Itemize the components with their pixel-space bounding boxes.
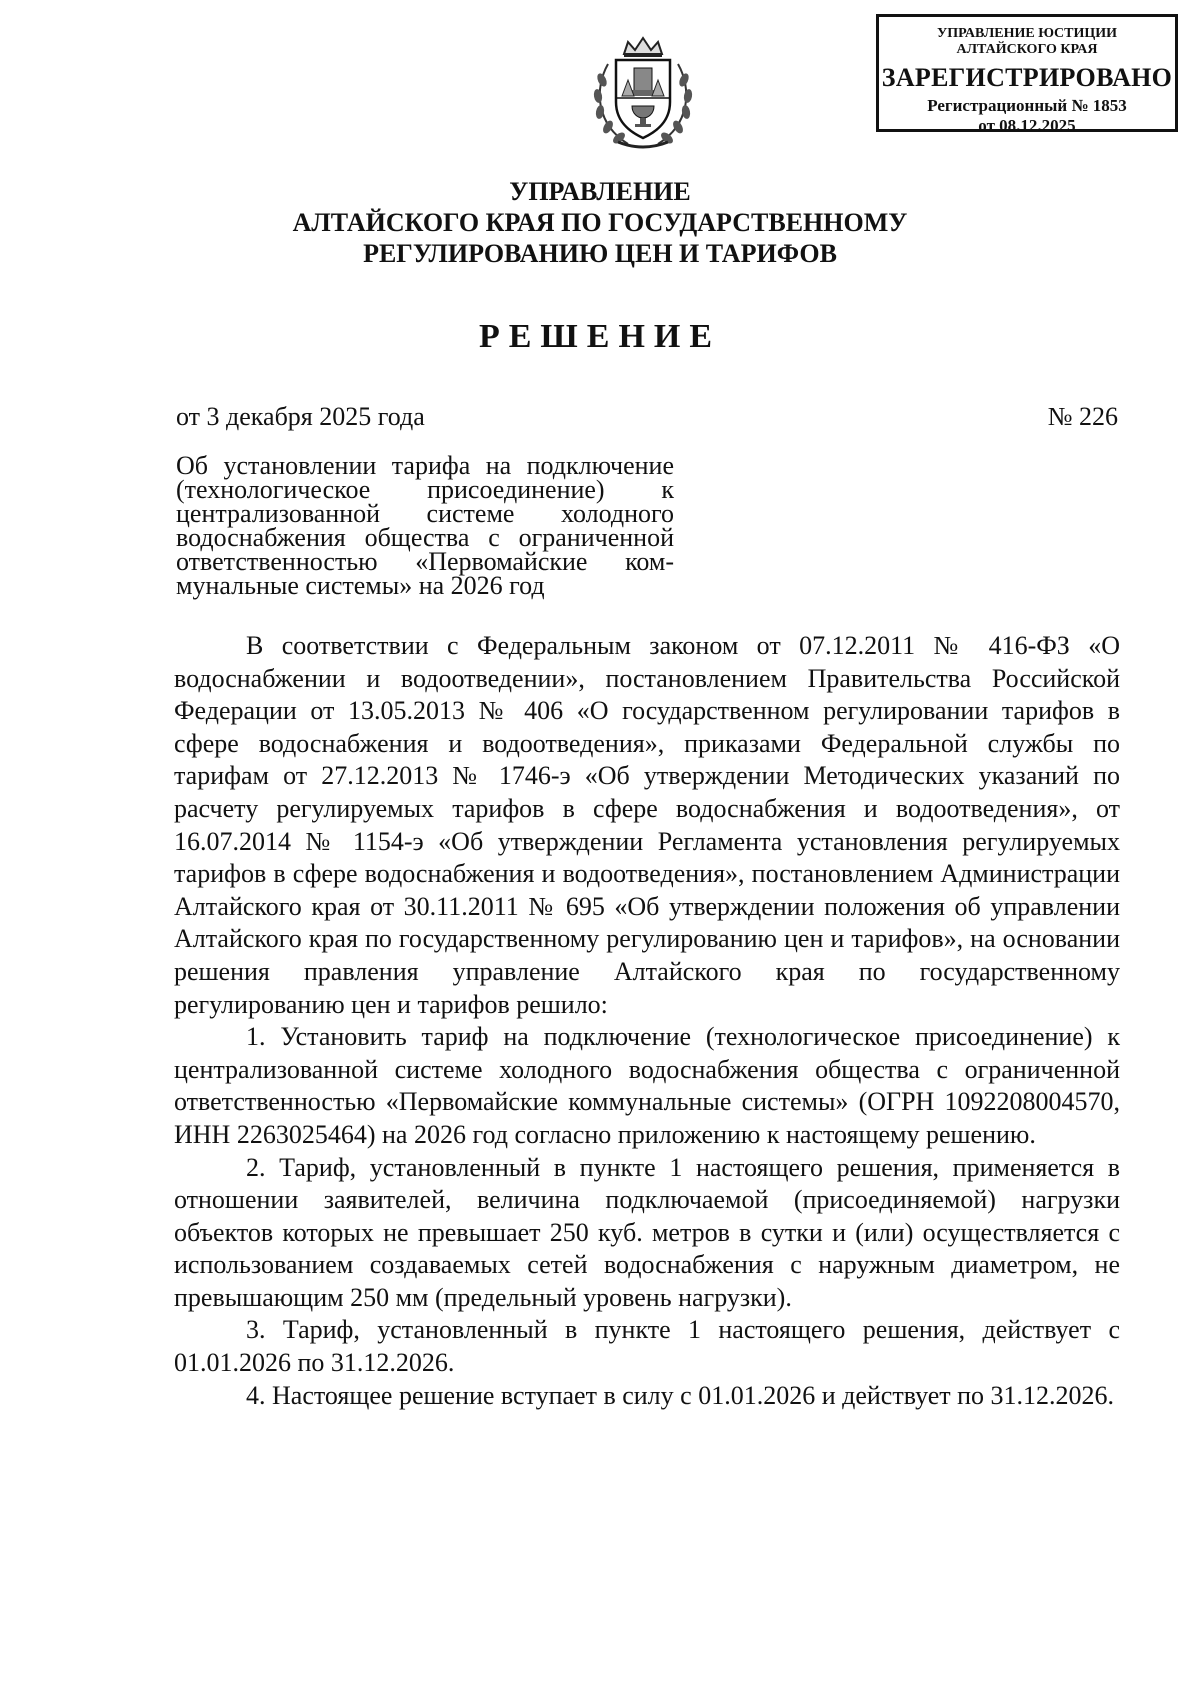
registration-stamp	[876, 14, 1178, 135]
stamp-status: ЗАРЕГИСТРИРОВАНО	[881, 63, 1173, 92]
clause-3-paragraph: 3. Тариф, установленный в пункте 1 настоящего решения, действует с 01.01.2026 по 31.12.2026.	[174, 1315, 1120, 1378]
document-title: РЕШЕНИЕ	[478, 318, 722, 355]
stamp-org-line2: АЛТАЙСКОГО КРАЯ	[956, 42, 1098, 57]
preamble-paragraph: В соответствии с Федеральным законом от 07.12.2011 № 416-ФЗ «О водоснабжении и водоотведении», постановлением Правительства Российской Федерации от 13.05.2013 № 406 «О государственном регулировании тарифов в сфере водоснабжения и водоотведения», приказами Федеральной службы по тарифам от 27.12.2013 № 1746-э «Об утверждении Методических указаний по расчету регулируемых тарифов в сфере водоснабжения и водоотведения», от 16.07.2014 № 1154-э «Об утверждении Регламента установления регулируемых тарифов в сфере водоснабжения и водоотведения», постановлением Администрации Алтайского края от 30.11.2011 № 695 «Об утверждении положения об управлении Алтайского края по государственному регулированию цен и тарифов», на основании решения правления управление Алтайского края по государственному регулированию цен и тарифов решило:	[174, 631, 1120, 1019]
document-subject	[176, 451, 674, 600]
subject-line: централизованной системе холодного	[176, 499, 674, 528]
altai-krai-coat-of-arms-icon	[588, 34, 698, 152]
clause-1-paragraph: 1. Установить тариф на подключение (технологическое присоединение) к централизованной системе холодного водоснабжения общества с ограниченной ответственностью «Первомайские коммунальные системы» (ОГРН 1092208004570, ИНН 2263025464) на 2026 год согласно приложению к настоящему решению.	[174, 1022, 1120, 1149]
clause-4-paragraph: 4. Настоящее решение вступает в силу с 01.01.2026 и действует по 31.12.2026.	[246, 1380, 1115, 1410]
stamp-reg-number: Регистрационный № 1853	[927, 96, 1127, 115]
subject-line: водоснабжения общества с ограниченной	[176, 523, 674, 552]
document-number: № 226	[1047, 402, 1118, 431]
stamp-reg-date: от 08.12.2025	[978, 116, 1076, 135]
agency-name-line2: АЛТАЙСКОГО КРАЯ ПО ГОСУДАРСТВЕННОМУ	[292, 208, 908, 237]
agency-name	[0, 176, 1200, 269]
subject-line: (технологическое присоединение) к	[176, 475, 674, 504]
subject-line: ответственностью «Первомайские ком-	[176, 547, 674, 576]
agency-name-line3: РЕГУЛИРОВАНИЮ ЦЕН И ТАРИФОВ	[363, 239, 837, 268]
document-body	[174, 630, 1120, 1412]
clause-2-paragraph: 2. Тариф, установленный в пункте 1 настоящего решения, применяется в отношении заявителей, величина подключаемой (присоединяемой) нагрузки объектов которых не превышает 250 куб. метров в сутки и (или) осуществляется с использованием создаваемых сетей водоснабжения с наружным диаметром, не превышающим 250 мм (предельный уровень нагрузки).	[174, 1152, 1120, 1312]
stamp-org-line1: УПРАВЛЕНИЕ ЮСТИЦИИ	[937, 26, 1117, 41]
agency-name-line1: УПРАВЛЕНИЕ	[509, 177, 691, 206]
document-date: от 3 декабря 2025 года	[176, 402, 425, 431]
subject-line: Об установлении тарифа на подключение	[176, 451, 674, 480]
subject-line: мунальные системы» на 2026 год	[176, 571, 545, 600]
